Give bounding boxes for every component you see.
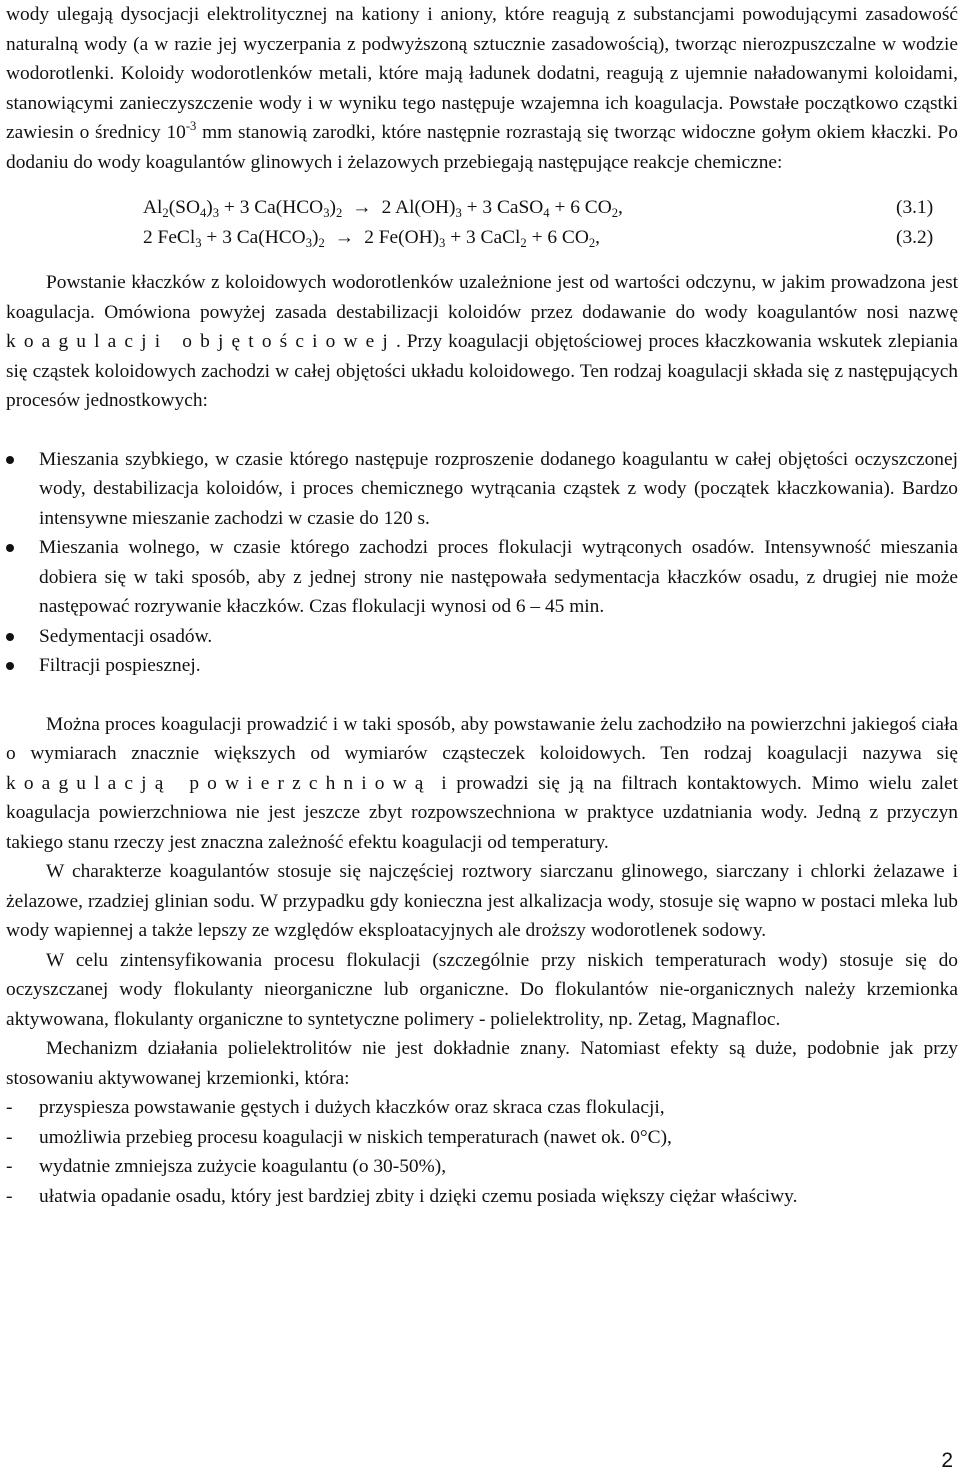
list-item: - przyspiesza powstawanie gęstych i dużych kłaczków oraz skraca czas flokulacji,	[6, 1093, 958, 1123]
dash-marker: -	[6, 1126, 13, 1148]
dash-marker: -	[6, 1097, 13, 1118]
list-item: - ułatwia opadanie osadu, który jest bardziej zbity i dzięki czemu posiada większy ciężar właściwy.	[6, 1182, 958, 1212]
paragraph-coagulants: W charakterze koagulantów stosuje się najczęściej roztwory siarczanu glinowego, siarczany i chlorki żelazawe i żelazowe, rzadziej glinian sodu. W przypadku gdy konieczna jest alkalizacja wody, stosuje się wapno w postaci mleka lub wody wapiennej a także lepszy ze względów eksploatacyjnych ale droższy wodorotlenek sodowy.	[6, 861, 958, 941]
list-item: Filtracji pospiesznej.	[6, 651, 958, 681]
emphasized-term: koagulacją powierzchniową	[6, 772, 432, 794]
list-item: - wydatnie zmniejsza zużycie koagulantu (o 30-50%),	[6, 1152, 958, 1182]
paragraph-polyelectrolytes: Mechanizm działania polielektrolitów nie jest dokładnie znany. Natomiast efekty są duże, podobnie jak przy stosowaniu aktywowanej krzemionki, która:	[6, 1038, 958, 1089]
paragraph-coagulation-volume: Powstanie kłaczków z koloidowych wodorotlenków uzależnione jest od wartości odczynu, w jakim prowadzona jest koagulacja. Omówiona powyżej zasada destabilizacji koloidów przez dodawanie do wody koagulantów nosi nazwę koagulacji objętościowej. Przy koagulacji objętościowej proces kłaczkowania wskutek zlepiania się cząstek koloidowych zachodzi w całej objętości układu koloidowego. Ten rodzaj koagulacji składa się z następujących procesów jednostkowych:	[6, 272, 958, 411]
reaction-arrow-icon: →	[352, 197, 372, 218]
equation-number: (3.1)	[896, 197, 934, 218]
dash-marker: -	[6, 1156, 13, 1177]
bullet-icon	[6, 544, 14, 552]
equation-formula: $Al_2(SO_4)_3 + 3$ $Ca(HCO_3)_2 \to 2$ $Al(OH)_3 + 3$ CaSO$_4$ + 6 $CO_2$,	[143, 193, 623, 223]
equation-3-1	[6, 193, 958, 223]
document-page	[6, 0, 958, 1211]
page-number: 2	[941, 1449, 953, 1472]
equation-number: (3.2)	[896, 226, 934, 248]
emphasized-term: koagulacji objętościowej	[6, 331, 396, 352]
dash-marker: -	[6, 1185, 13, 1207]
paragraph-coagulation-surface: Można proces koagulacji prowadzić i w taki sposób, aby powstawanie żelu zachodziło na powierzchni jakiegoś ciała o wymiarach znacznie większych od wymiarów cząsteczek koloidowych. Ten rodzaj koagulacji nazywa się koagulacją powierzchniową i prowadzi się ją na filtrach kontaktowych. Mimo wielu zalet koagulacja powierzchniowa nie jest jeszcze zbyt rozpowszechniona w praktyce uzdatniania wody. Jedną z przyczyn takiego stanu rzeczy jest znaczna zależność efektu koagulacji od temperatury.	[6, 713, 959, 853]
list-item: Mieszania szybkiego, w czasie którego następuje rozproszenie dodanego koagulantu w całej objętości oczyszczonej wody, destabilizacja koloidów, i proces chemicznego wytrącania cząstek z wody (początek kłaczkowania). Bardzo intensywne mieszanie zachodzi w czasie do 120 s.	[6, 445, 958, 534]
paragraph-intro: wody ulegają dysocjacji elektrolitycznej na kationy i aniony, które reagują z substancjami powodującymi zasadowość naturalną wody (a w razie jej wyczerpania z podwyższoną sztucznie zasadowością), tworząc nierozpuszczalne w wodzie wodorotlenki. Koloidy wodorotlenków metali, które mają ładunek dodatni, reagują z ujemnie naładowanymi koloidami, stanowiącymi zanieczyszczenie wody i w wyniku tego następuje wzajemna ich koagulacja. Powstałe początkowo cząstki zawiesin o średnicy $10^{-3}$ mm stanowią zarodki, które następnie rozrastają się tworząc widoczne gołym okiem kłaczki. Po dodaniu do wody koagulantów glinowych i żelazowych przebiegają następujące reakcje chemiczne:	[6, 4, 958, 173]
list-item: Sedymentacji osadów.	[6, 622, 958, 652]
process-list	[6, 445, 958, 681]
equation-3-2	[6, 223, 958, 253]
paragraph-flocculants: W celu zintensyfikowania procesu flokulacji (szczególnie przy niskich temperaturach wody) stosuje się do oczyszczanej wody flokulanty nieorganiczne lub organiczne. Do flokulantów nie-organicznych należy krzemionka aktywowana, flokulanty organiczne to syntetyczne polimery - polielektrolity, np. Zetag, Magnafloc.	[6, 949, 958, 1030]
bullet-icon	[6, 633, 14, 641]
bullet-icon	[6, 662, 14, 670]
reaction-arrow-icon: →	[334, 226, 355, 248]
list-item: - umożliwia przebieg procesu koagulacji w niskich temperaturach (nawet ok. 0°C),	[6, 1123, 958, 1153]
list-item: Mieszania wolnego, w czasie którego zachodzi proces flokulacji wytrąconych osadów. Intensywność mieszania dobiera się w taki sposób, aby z jednej strony nie następowała sedymentacja kłaczków osadu, z drugiej nie może następować rozrywanie kłaczków. Czas flokulacji wynosi od 6 – 45 min.	[6, 533, 958, 622]
bullet-icon	[6, 456, 14, 464]
exponent: -3	[185, 118, 197, 133]
equation-formula: 2 FeCl$_3$ + 3 $Ca(HCO_3)_2 \to 2$ $Fe(OH)_3 + 3$ CaCl$_2$ + 6 $CO_2$,	[143, 223, 600, 253]
effects-list	[6, 1093, 958, 1211]
